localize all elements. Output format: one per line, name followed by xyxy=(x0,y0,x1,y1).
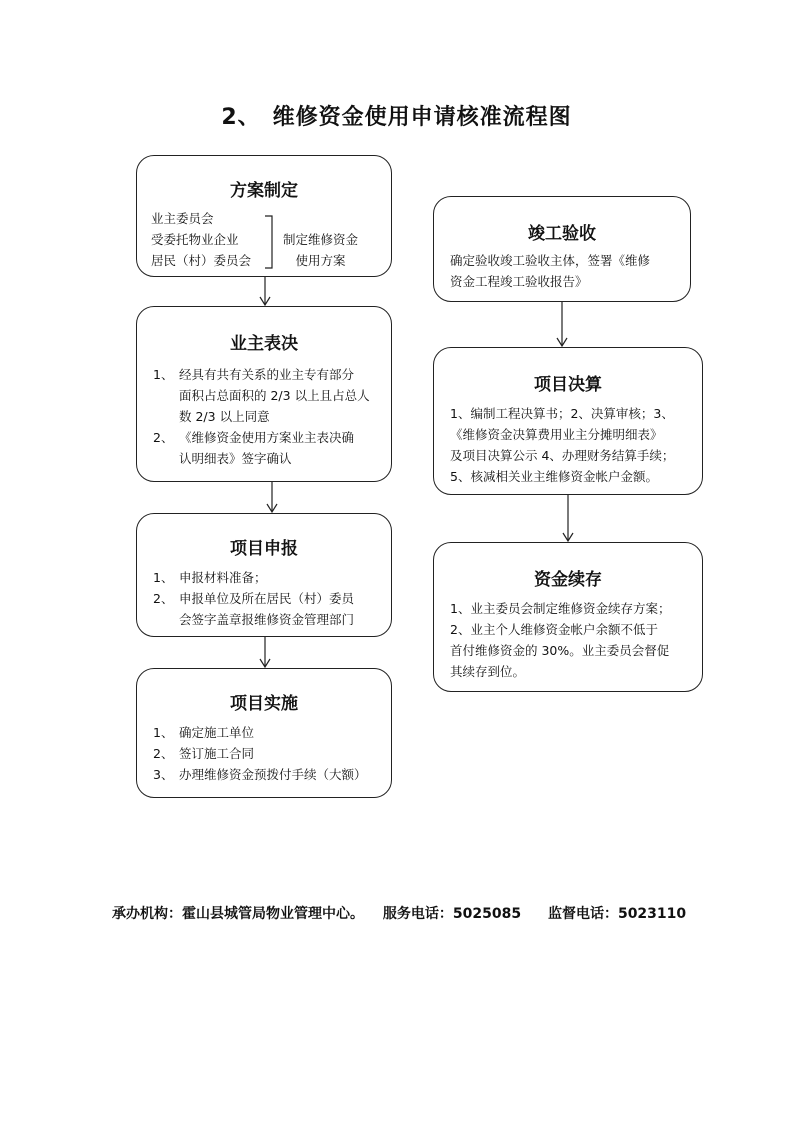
item-num: 1、 xyxy=(153,367,174,382)
acceptance-box xyxy=(433,196,691,302)
body-line: 1、业主委员会制定维修资金续存方案； xyxy=(450,601,671,616)
body-line: 其续存到位。 xyxy=(450,664,526,679)
item-num: 2、 xyxy=(153,591,174,606)
implement-box xyxy=(136,668,392,798)
arrow-down-icon xyxy=(258,277,272,307)
vote-title: 业主表决 xyxy=(230,334,298,354)
item-num: 2、 xyxy=(153,430,174,445)
body-line: 确定验收竣工验收主体，签署《维修 xyxy=(450,253,651,268)
list-item xyxy=(153,427,377,469)
plan-result-line: 使用方案 xyxy=(295,253,346,268)
list-item xyxy=(153,567,377,588)
item-line: 数 2/3 以上同意 xyxy=(179,409,270,424)
acceptance-body xyxy=(434,250,690,292)
vote-body xyxy=(137,364,391,469)
arrow-down-icon xyxy=(561,495,575,543)
list-item xyxy=(153,722,381,743)
bracket-icon xyxy=(263,214,279,270)
plan-parties xyxy=(151,208,251,271)
item-line: 签订施工合同 xyxy=(179,746,255,761)
plan-box xyxy=(136,155,392,277)
implement-body xyxy=(137,722,391,785)
arrow-down-icon xyxy=(258,637,272,669)
plan-result xyxy=(283,229,358,271)
footer-supervise-phone: 监督电话：5023110 xyxy=(547,906,687,922)
renewal-body xyxy=(434,598,702,682)
implement-title: 项目实施 xyxy=(230,694,298,714)
item-line: 申报材料准备； xyxy=(179,570,267,585)
body-line: 1、编制工程决算书；2、决算审核；3、 xyxy=(450,406,674,421)
renewal-title: 资金续存 xyxy=(534,570,602,590)
footer-org: 承办机构：霍山县城管局物业管理中心。 xyxy=(112,906,364,922)
declare-title: 项目申报 xyxy=(230,539,298,559)
item-line: 认明细表》签字确认 xyxy=(179,451,292,466)
footer xyxy=(112,903,700,923)
plan-party: 受委托物业企业 xyxy=(151,232,239,247)
plan-party: 居民（村）委员会 xyxy=(151,253,252,268)
settlement-body xyxy=(434,403,702,487)
item-line: 办理维修资金预拨付手续（大额） xyxy=(179,767,367,782)
body-line: 及项目决算公示 4、办理财务结算手续； xyxy=(450,448,675,463)
list-item xyxy=(153,743,381,764)
item-num: 1、 xyxy=(153,570,174,585)
plan-party: 业主委员会 xyxy=(151,211,214,226)
arrow-down-icon xyxy=(265,482,279,514)
plan-result-line: 制定维修资金 xyxy=(283,232,359,247)
page-title: 2、 维修资金使用申请核准流程图 xyxy=(221,105,572,130)
item-num: 2、 xyxy=(153,746,174,761)
settlement-title: 项目决算 xyxy=(534,375,602,395)
vote-box xyxy=(136,306,392,482)
settlement-box xyxy=(433,347,703,495)
item-line: 经具有共有关系的业主专有部分 xyxy=(179,367,355,382)
body-line: 2、业主个人维修资金帐户余额不低于 xyxy=(450,622,658,637)
footer-service-phone: 服务电话：5025085 xyxy=(382,906,522,922)
item-num: 3、 xyxy=(153,767,174,782)
declare-box xyxy=(136,513,392,637)
item-line: 面积占总面积的 2/3 以上且占总人 xyxy=(179,388,370,403)
body-line: 资金工程竣工验收报告》 xyxy=(450,274,588,289)
arrow-down-icon xyxy=(555,302,569,348)
item-line: 《维修资金使用方案业主表决确 xyxy=(179,430,355,445)
item-line: 会签字盖章报维修资金管理部门 xyxy=(179,612,355,627)
list-item xyxy=(153,588,377,630)
renewal-box xyxy=(433,542,703,692)
plan-title: 方案制定 xyxy=(230,181,298,201)
body-line: 5、核减相关业主维修资金帐户金额。 xyxy=(450,469,658,484)
body-line: 首付维修资金的 30%。业主委员会督促 xyxy=(450,643,670,658)
list-item xyxy=(153,764,381,785)
item-num: 1、 xyxy=(153,725,174,740)
acceptance-title: 竣工验收 xyxy=(528,224,596,244)
list-item xyxy=(153,364,377,427)
declare-body xyxy=(137,567,391,630)
body-line: 《维修资金决算费用业主分摊明细表》 xyxy=(450,427,663,442)
item-line: 申报单位及所在居民（村）委员 xyxy=(179,591,355,606)
item-line: 确定施工单位 xyxy=(179,725,255,740)
